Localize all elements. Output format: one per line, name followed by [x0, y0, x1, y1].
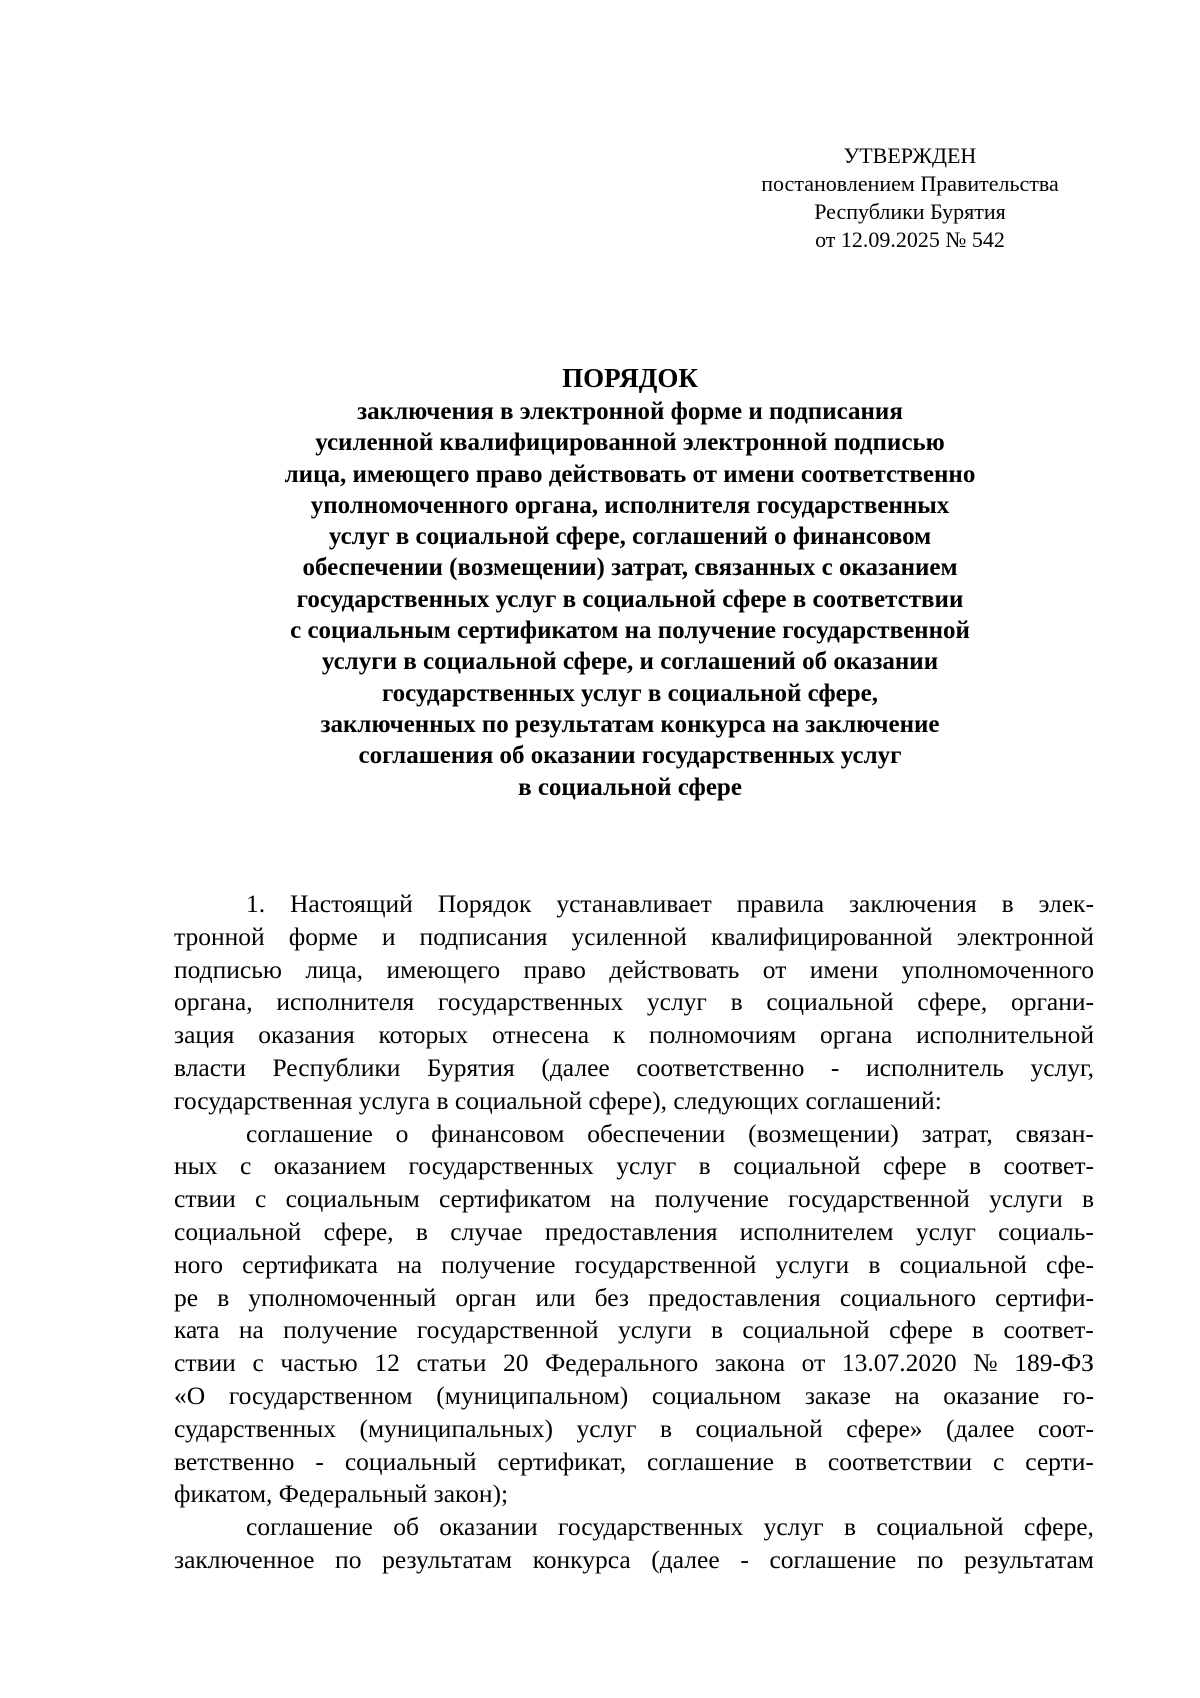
- body-line: «О государственном (муниципальном) социальном заказе на оказание го-: [174, 1380, 1094, 1410]
- title-line: заключенных по результатам конкурса на заключение: [320, 710, 940, 738]
- body-line: соглашение о финансовом обеспечении (возмещении) затрат, связан-: [246, 1118, 1094, 1148]
- title-line: в социальной сфере: [518, 773, 742, 801]
- title-line: заключения в электронной форме и подписания: [357, 398, 903, 425]
- title-line: государственных услуг в социальной сфере в соответствии: [296, 585, 964, 613]
- approval-line: от 12.09.2025 № 542: [815, 227, 1005, 252]
- title-line: обеспечении (возмещении) затрат, связанных с оказанием: [302, 554, 958, 582]
- body-line: 1. Настоящий Порядок устанавливает правила заключения в элек-: [246, 889, 1094, 918]
- body-line: заключенное по результатам конкурса (далее - соглашение по результатам: [174, 1544, 1094, 1574]
- approval-line: постановлением Правительства: [761, 171, 1059, 196]
- body-line: подписью лица, имеющего право действовать от имени уполномоченного: [174, 954, 1094, 984]
- body-line: государственная услуга в социальной сфере), следующих соглашений:: [174, 1085, 942, 1115]
- body-line: ката на получение государственной услуги в социальной сфере в соответ-: [174, 1315, 1094, 1345]
- body-line: социальной сфере, в случае предоставления исполнителем услуг социаль-: [174, 1216, 1094, 1246]
- body-line: ного сертификата на получение государственной услуги в социальной сфе-: [174, 1249, 1094, 1279]
- body-line: зация оказания которых отнесена к полномочиям органа исполнительной: [174, 1020, 1094, 1050]
- title-line: лица, имеющего право действовать от имени соответственно: [284, 460, 976, 488]
- title-line: услуги в социальной сфере, и соглашений об оказании: [321, 648, 939, 676]
- approval-line: Республики Бурятия: [814, 199, 1006, 224]
- title-line: услуг в социальной сфере, соглашений о финансовом: [328, 523, 932, 551]
- title-heading: ПОРЯДОК: [562, 363, 698, 393]
- body-line: органа, исполнителя государственных услуг в социальной сфере, органи-: [174, 987, 1094, 1017]
- title-line: с социальным сертификатом на получение государственной: [290, 617, 970, 645]
- body-line: ствии с социальным сертификатом на получение государственной услуги в: [174, 1184, 1094, 1214]
- approval-line: УТВЕРЖДЕН: [843, 143, 977, 168]
- body-line: власти Республики Бурятия (далее соответственно - исполнитель услуг,: [174, 1052, 1094, 1082]
- body-line: сударственных (муниципальных) услуг в социальной сфере» (далее соот-: [174, 1413, 1094, 1443]
- body-line: соглашение об оказании государственных услуг в социальной сфере,: [246, 1512, 1094, 1542]
- body-line: ветственно - социальный сертификат, соглашение в соответствии с серти-: [174, 1446, 1094, 1476]
- body-line: ре в уполномоченный орган или без предоставления социального сертифи-: [174, 1282, 1094, 1312]
- body-line: ствии с частью 12 статьи 20 Федерального закона от 13.07.2020 № 189-ФЗ: [174, 1348, 1094, 1378]
- title-line: государственных услуг в социальной сфере,: [381, 679, 879, 707]
- body-line: фикатом, Федеральный закон);: [174, 1479, 509, 1509]
- document-title: [160, 360, 1100, 803]
- title-line: усиленной квалифицированной электронной подписью: [315, 429, 945, 457]
- approval-stamp: [740, 142, 1080, 254]
- title-line: уполномоченного органа, исполнителя государственных: [310, 491, 950, 519]
- body-text: [174, 888, 1094, 1577]
- body-line: ных с оказанием государственных услуг в социальной сфере в соответ-: [174, 1151, 1094, 1181]
- body-line: тронной форме и подписания усиленной квалифицированной электронной: [174, 921, 1094, 951]
- title-line: соглашения об оказании государственных услуг: [358, 742, 902, 770]
